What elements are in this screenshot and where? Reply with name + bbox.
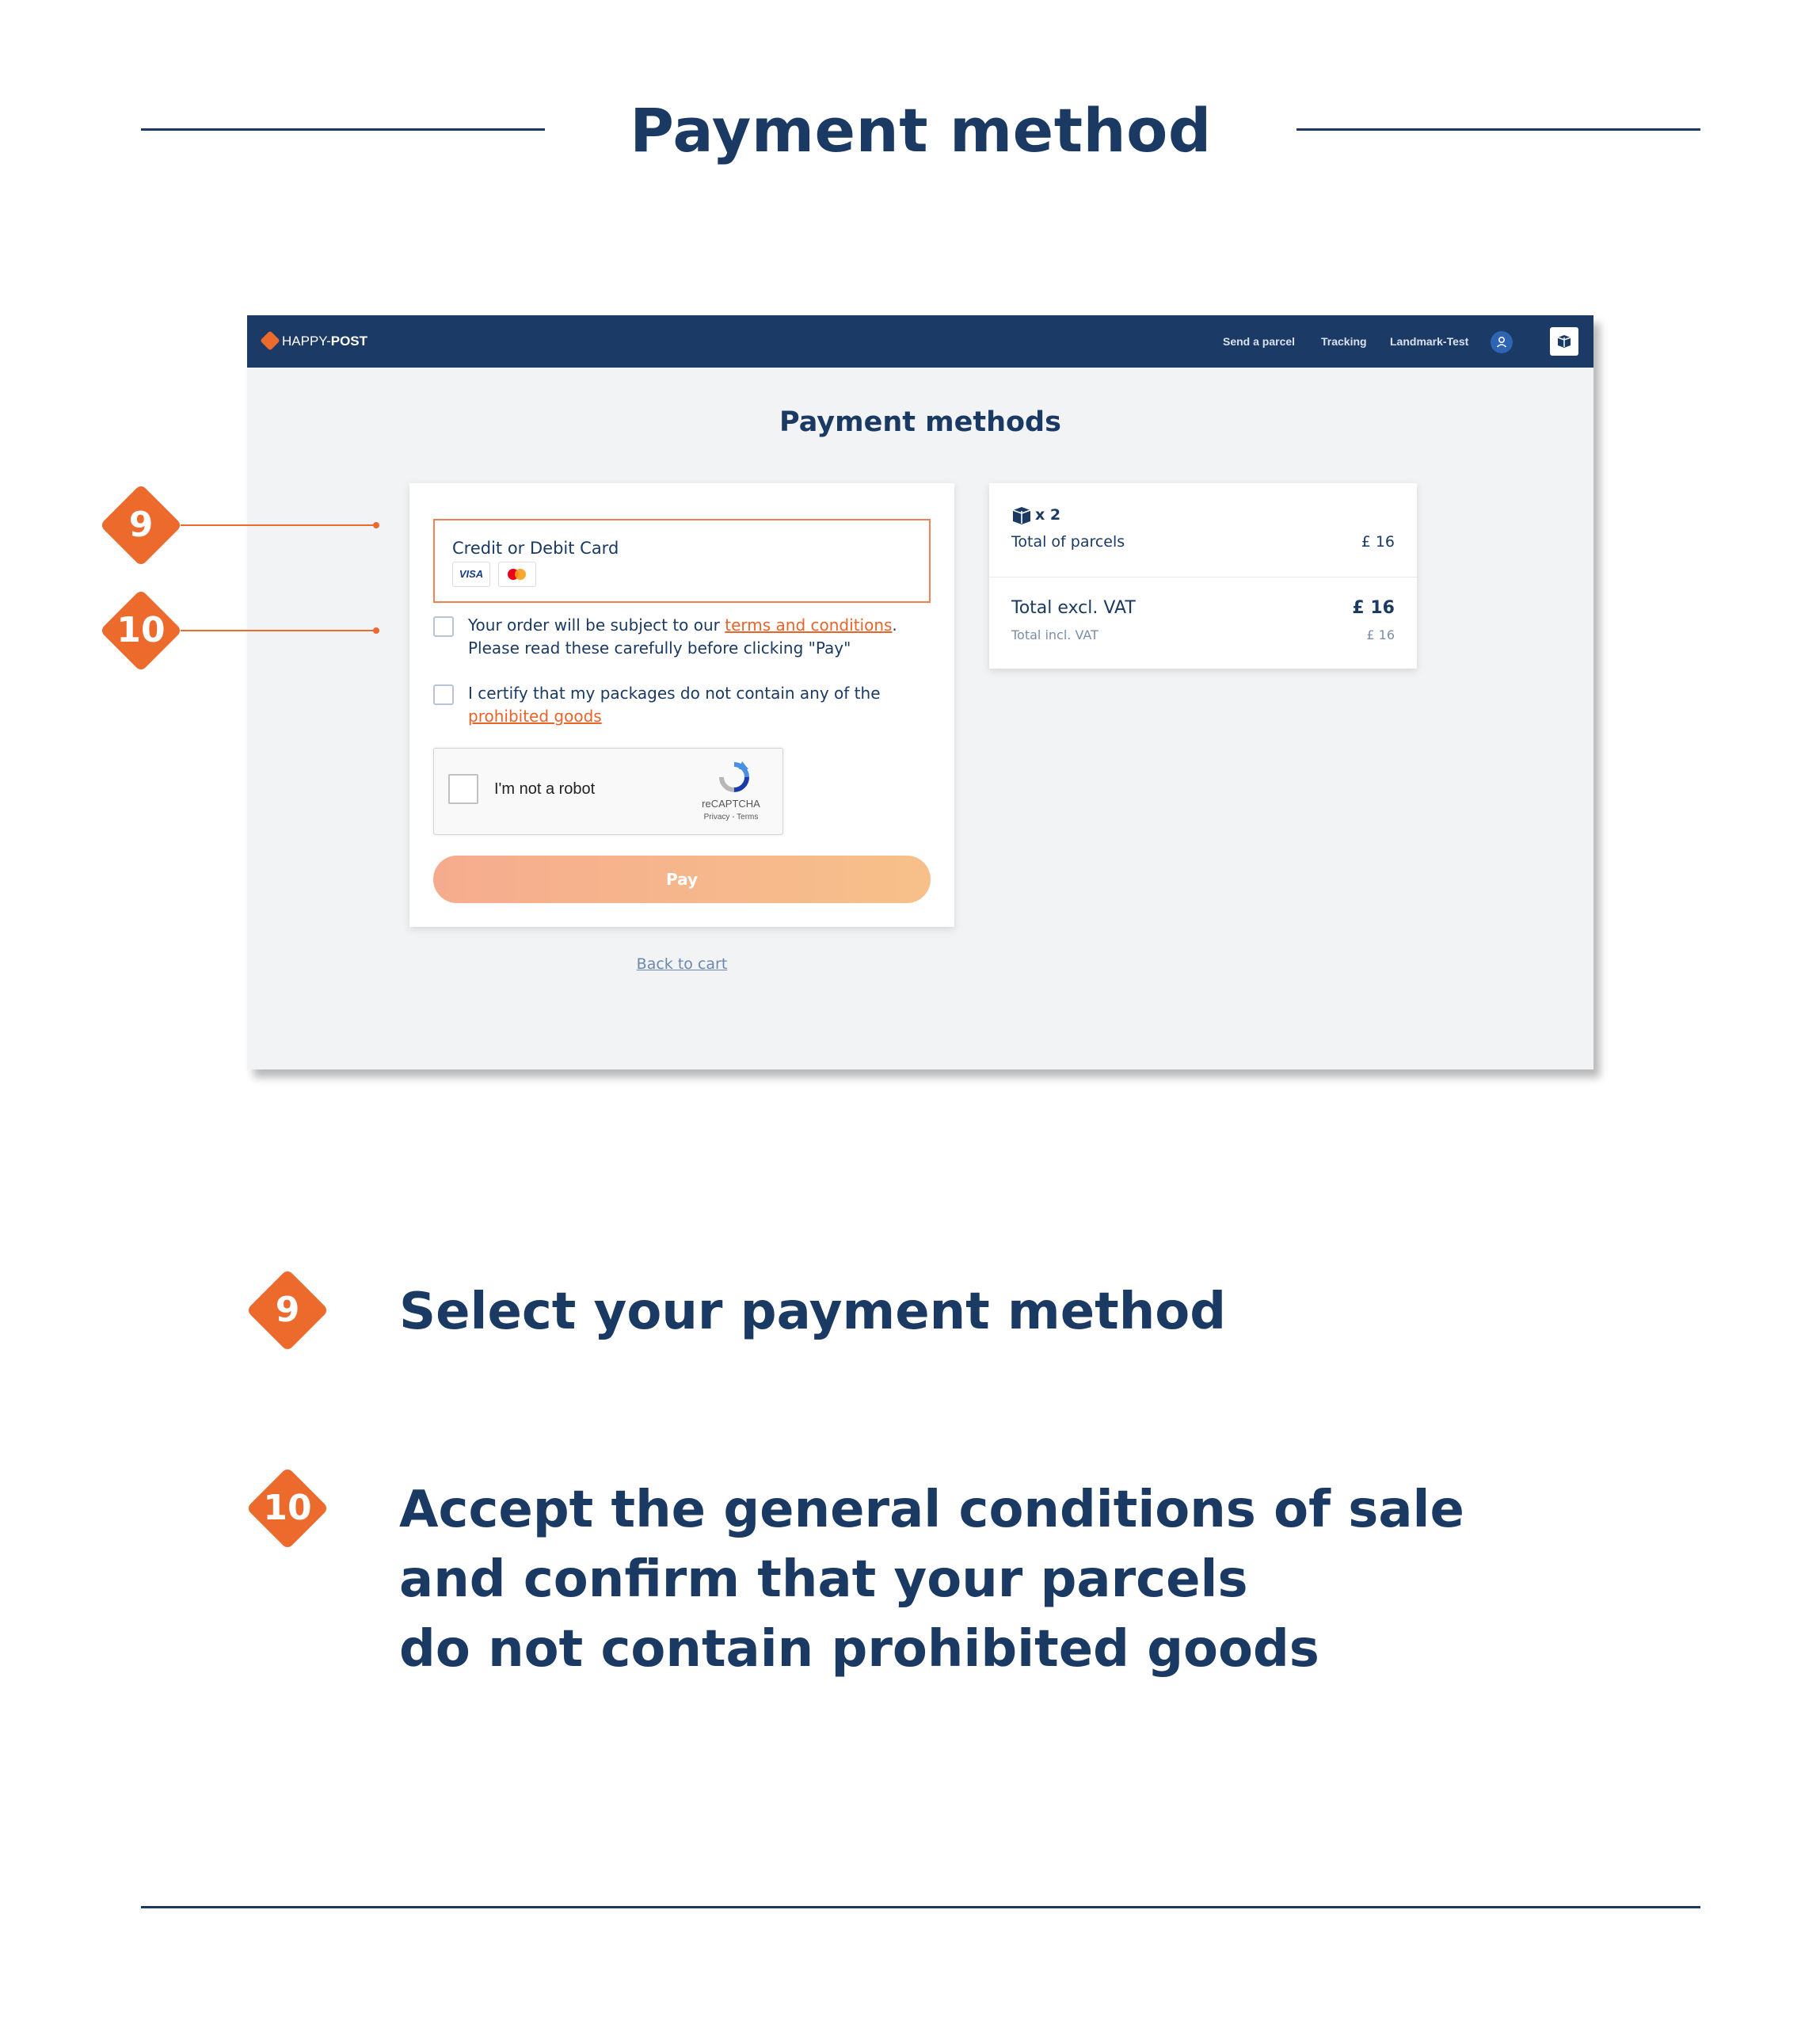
visa-logo-text: VISA [459, 568, 484, 580]
parcel-cart-icon [1550, 327, 1578, 356]
recaptcha-label: I'm not a robot [494, 780, 596, 798]
navbar [247, 315, 1593, 368]
pay-button[interactable]: Pay [433, 856, 931, 903]
callout-number: 10 [116, 610, 166, 650]
mastercard-icon [498, 562, 536, 587]
step-10-line-1: Accept the general conditions of sale [399, 1481, 1464, 1539]
step-number: 10 [263, 1488, 312, 1528]
total-incl-vat-label: Total incl. VAT [1011, 627, 1098, 642]
nav-send-parcel[interactable]: Send a parcel [1223, 335, 1296, 348]
screenshot-frame [247, 315, 1593, 1069]
back-to-cart-link[interactable]: Back to cart [636, 955, 728, 973]
callout-dot-9 [373, 522, 379, 528]
total-excl-vat-label: Total excl. VAT [1011, 598, 1136, 618]
header-rule-left [141, 128, 545, 131]
nav-account[interactable]: Landmark-Test [1390, 335, 1469, 348]
order-summary-card [989, 483, 1417, 669]
callout-dot-10 [373, 627, 379, 634]
parcel-count: x 2 [1035, 506, 1061, 524]
terms-text [468, 614, 897, 660]
step-marker-10 [246, 1467, 329, 1550]
summary-divider [989, 577, 1417, 578]
step-marker-9 [246, 1269, 329, 1351]
step-9-text: Select your payment method [399, 1283, 1227, 1341]
terms-checkbox[interactable] [433, 616, 454, 637]
payment-method-option[interactable] [433, 519, 931, 603]
payment-method-label: Credit or Debit Card [452, 539, 619, 558]
terms-link[interactable]: terms and conditions [725, 616, 893, 635]
step-10-text [399, 1475, 1464, 1684]
recaptcha-brand: reCAPTCHA [702, 798, 760, 810]
footer-rule [141, 1906, 1700, 1908]
total-parcels-label: Total of parcels [1011, 533, 1125, 551]
nav-tracking[interactable]: Tracking [1321, 335, 1367, 348]
checkout-title: Payment methods [779, 406, 1061, 438]
step-number: 9 [275, 1290, 300, 1330]
certify-text-line: I certify that my packages do not contain any of the [468, 684, 881, 703]
visa-logo [452, 562, 490, 587]
recaptcha-widget [433, 748, 783, 835]
logo[interactable] [282, 330, 367, 353]
total-excl-vat-value: £ 16 [1352, 598, 1395, 618]
logo-text-part2: POST [330, 334, 368, 349]
logo-icon [260, 330, 280, 350]
total-parcels-value: £ 16 [1361, 533, 1395, 551]
total-incl-vat-value: £ 16 [1366, 627, 1395, 642]
certify-text [468, 682, 881, 728]
user-glyph [1491, 331, 1513, 353]
recaptcha-checkbox[interactable] [448, 774, 478, 804]
logo-text-part1: HAPPY- [282, 334, 331, 349]
callout-line-10 [181, 630, 375, 631]
callout-marker-9 [100, 484, 182, 566]
prohibited-goods-link[interactable]: prohibited goods [468, 707, 602, 726]
page-title: Payment method [630, 95, 1212, 166]
callout-number: 9 [128, 505, 154, 545]
payment-card [409, 483, 954, 927]
terms-line2: Please read these carefully before clicking "Pay" [468, 639, 851, 658]
user-icon[interactable] [1491, 331, 1513, 353]
cart-button[interactable] [1550, 327, 1578, 356]
step-10-line-2: and confirm that your parcels [399, 1550, 1248, 1609]
step-10-line-3: do not contain prohibited goods [399, 1620, 1319, 1679]
header-rule-right [1296, 128, 1700, 131]
recaptcha-legal-links[interactable]: Privacy - Terms [703, 813, 759, 821]
terms-prefix: Your order will be subject to our [468, 616, 725, 635]
callout-line-9 [181, 524, 375, 526]
mastercard-yellow-circle [515, 569, 526, 580]
parcel-icon [1011, 505, 1032, 526]
terms-suffix: . [892, 616, 897, 635]
callout-marker-10 [100, 589, 182, 672]
prohibited-goods-checkbox[interactable] [433, 684, 454, 705]
recaptcha-icon [717, 760, 752, 795]
